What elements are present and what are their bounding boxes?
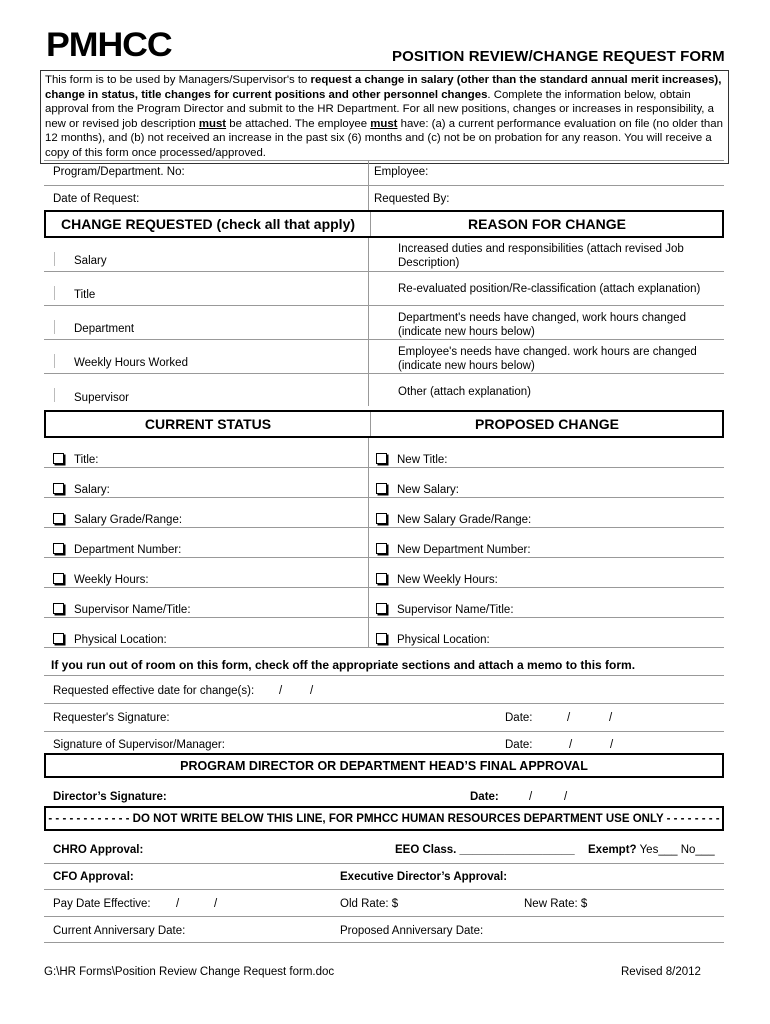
director-date-label: Date: [470,791,499,803]
date-slash: / [529,791,533,803]
director-signature-field[interactable]: Director’s Signature: [53,791,167,803]
intro-paragraph [40,70,729,164]
reason-2: Re-evaluated position/Re-classification (attach explanation) [398,283,701,295]
proposed-anniversary-field[interactable]: Proposed Anniversary Date: [340,925,484,937]
new-grade-field[interactable] [376,513,531,526]
current-hours-field[interactable] [53,573,149,586]
effective-date-field[interactable]: Requested effective date for change(s): [53,685,255,697]
title-checkbox[interactable] [54,286,58,300]
checkbox-icon[interactable] [376,543,387,554]
current-status-heading: CURRENT STATUS [144,416,272,432]
requested-by-field[interactable]: Requested By: [374,193,450,205]
new-supervisor-label: Supervisor Name/Title: [397,604,514,616]
checkbox-icon[interactable] [376,483,387,494]
attach-memo-note: If you run out of room on this form, check off the appropriate sections and attach a memo to this form. [51,658,636,672]
cfo-approval-field[interactable]: CFO Approval: [53,871,134,883]
current-salary-field[interactable] [53,483,110,496]
new-dept-label: New Department Number: [397,544,531,556]
new-title-field[interactable] [376,453,448,466]
department-checkbox[interactable] [54,320,58,334]
checkbox-icon[interactable] [53,513,64,524]
date-slash: / [567,712,571,724]
current-grade-field[interactable] [53,513,182,526]
supervisor-signature-field[interactable]: Signature of Supervisor/Manager: [53,739,225,751]
new-rate-field[interactable]: New Rate: $ [524,898,588,910]
intro-must-1: must [198,117,227,130]
change-row [44,374,724,406]
pay-date-field[interactable]: Pay Date Effective: [53,898,151,910]
date-slash: / [564,791,568,803]
new-dept-field[interactable] [376,543,531,556]
note-row [44,648,724,676]
current-dept-label: Department Number: [74,544,182,556]
current-hours-label: Weekly Hours: [74,574,149,586]
intro-text-4: have: (a) a current performance evaluation on file (no older than 12 months), and (b) not received an increase in the past six (6) months and (c) not be on probation for any reason. You will receive a copy of this form once processed/approved. [45,117,723,159]
checkbox-icon[interactable] [376,603,387,614]
hr-use-banner-box [44,806,724,831]
date-slash: / [609,712,613,724]
current-grade-label: Salary Grade/Range: [74,514,183,526]
reason-1: Increased duties and responsibilities (attach revised Job Description) [398,243,684,269]
current-salary-label: Salary: [74,484,110,496]
exempt-label: Exempt? [588,844,637,856]
current-dept-field[interactable] [53,543,181,556]
executive-director-approval-field[interactable]: Executive Director’s Approval: [340,871,508,883]
checkbox-icon[interactable] [53,483,64,494]
change-weekly-hours-label: Weekly Hours Worked [74,357,188,369]
current-supervisor-label: Supervisor Name/Title: [74,604,191,616]
current-location-field[interactable] [53,633,167,646]
pmhcc-logo: PMHCC [46,26,172,64]
current-title-label: Title: [74,454,99,466]
proposed-change-heading: PROPOSED CHANGE [475,416,619,432]
change-heading-box [44,210,724,238]
supervisor-date-label: Date: [505,739,533,751]
new-grade-label: New Salary Grade/Range: [397,514,532,526]
checkbox-icon[interactable] [376,513,387,524]
revision-date: Revised 8/2012 [621,966,701,978]
salary-checkbox[interactable] [54,252,58,266]
date-slash: / [310,685,314,697]
current-location-label: Physical Location: [74,634,167,646]
new-location-field[interactable] [376,633,490,646]
file-path: G:\HR Forms\Position Review Change Request form.doc [44,966,335,978]
exempt-field[interactable] [588,844,715,856]
checkbox-icon[interactable] [53,573,64,584]
requester-date-label: Date: [505,712,533,724]
reason-for-change-heading: REASON FOR CHANGE [468,216,626,232]
approval-heading-box [44,753,724,778]
date-slash: / [176,898,180,910]
new-hours-field[interactable] [376,573,498,586]
old-rate-field[interactable]: Old Rate: $ [340,898,399,910]
new-salary-field[interactable] [376,483,459,496]
reason-4: Employee's needs have changed. work hours are changed (indicate new hours below) [398,346,697,372]
new-hours-label: New Weekly Hours: [397,574,498,586]
change-salary-label: Salary [74,255,107,267]
change-department-label: Department [74,323,135,335]
checkbox-icon[interactable] [376,633,387,644]
requester-signature-field[interactable]: Requester's Signature: [53,712,170,724]
exempt-options: Yes___ No___ [636,844,715,856]
top-divider [368,160,369,212]
weekly-hours-checkbox[interactable] [54,354,58,368]
supervisor-checkbox[interactable] [54,388,58,402]
date-of-request-field[interactable]: Date of Request: [53,193,140,205]
intro-must-2: must [370,117,398,130]
new-location-label: Physical Location: [397,634,490,646]
new-title-label: New Title: [397,454,448,466]
current-supervisor-field[interactable] [53,603,191,616]
date-slash: / [279,685,283,697]
date-slash: / [214,898,218,910]
change-supervisor-label: Supervisor [74,392,129,404]
intro-text-3: be attached. The employee [226,117,371,130]
current-title-field[interactable] [53,453,99,466]
chro-approval-field[interactable]: CHRO Approval: [53,844,144,856]
change-title-label: Title [74,289,96,301]
final-approval-heading: PROGRAM DIRECTOR OR DEPARTMENT HEAD’S FINAL APPROVAL [180,758,588,773]
checkbox-icon[interactable] [53,453,64,464]
checkbox-icon[interactable] [376,453,387,464]
intro-text-1: This form is to be used by Managers/Supervisor's to [45,74,311,86]
checkbox-icon[interactable] [53,543,64,554]
eeo-class-field[interactable]: EEO Class. __________________ [395,844,575,856]
intro-text-2: . Complete the information below, obtain approval from the Program Director and submit to the HR Department. For all new positions, changes or increases in responsibility, a new or revised job description [45,88,714,130]
current-anniversary-field[interactable]: Current Anniversary Date: [53,925,186,937]
new-supervisor-field[interactable] [376,603,514,616]
reason-5: Other (attach explanation) [398,386,531,398]
reason-3: Department's needs have changed, work hours changed (indicate new hours below) [398,312,686,338]
checkbox-icon[interactable] [376,573,387,584]
checkbox-icon[interactable] [53,633,64,644]
change-requested-heading: CHANGE REQUESTED (check all that apply) [60,216,356,232]
form-title: POSITION REVIEW/CHANGE REQUEST FORM [392,48,725,65]
new-salary-label: New Salary: [397,484,459,496]
date-slash: / [610,739,614,751]
checkbox-icon[interactable] [53,603,64,614]
employee-field[interactable]: Employee: [374,166,429,178]
intro-text-bold: request a change in salary (other than the standard annual merit increases), change in status, title changes for current positions and other personnel changes [45,74,722,101]
program-department-field[interactable]: Program/Department. No: [53,166,185,178]
status-heading-box [44,410,724,438]
hr-use-banner: - - - - - - - - - - - - DO NOT WRITE BELOW THIS LINE, FOR PMHCC HUMAN RESOURCES DEPARTMENT USE ONLY - - - - - - - - [48,812,720,825]
date-slash: / [569,739,573,751]
